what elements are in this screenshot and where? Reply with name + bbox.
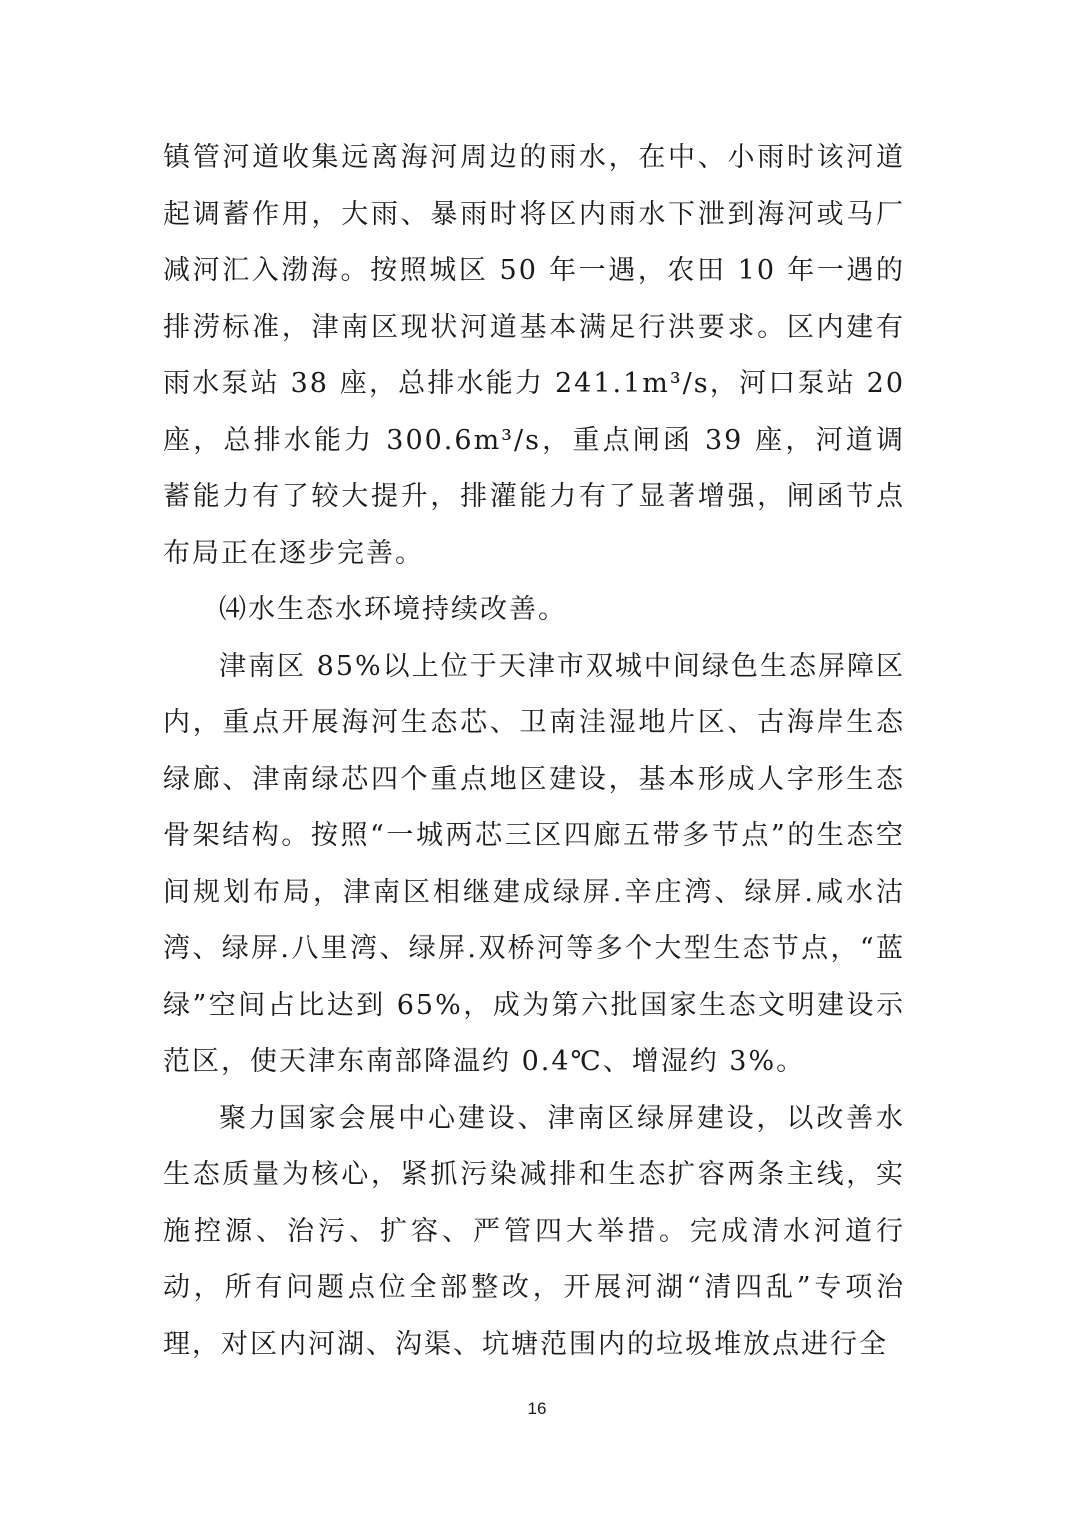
page-number: 16: [527, 1399, 547, 1418]
body-text: [163, 130, 905, 1373]
section-heading-water-ecology: ⑷水生态水环境持续改善。: [219, 594, 567, 625]
paragraph-water-quality: 聚力国家会展中心建设、津南区绿屏建设，以改善水生态质量为核心，紧抓污染减排和生态扩容两条主线，实施控源、治污、扩容、严管四大举措。完成清水河道行动，所有问题点位全部整改，开展河湖“清四乱”专项治理，对区内河湖、沟渠、坑塘范围内的垃圾堆放点进行全: [163, 1102, 905, 1360]
paragraph-ecological-barrier: 津南区 85%以上位于天津市双城中间绿色生态屏障区内，重点开展海河生态芯、卫南洼湿地片区、古海岸生态绿廊、津南绿芯四个重点地区建设，基本形成人字形生态骨架结构。按照“一城两芯三区四廊五带多节点”的生态空间规划布局，津南区相继建成绿屏.辛庄湾、绿屏.咸水沽湾、绿屏.八里湾、绿屏.双桥河等多个大型生态节点，“蓝绿”空间占比达到 65%，成为第六批国家生态文明建设示范区，使天津东南部降温约 0.4℃、增湿约 3%。: [163, 650, 905, 1077]
paragraph-stormwater: 镇管河道收集远离海河周边的雨水，在中、小雨时该河道起调蓄作用，大雨、暴雨时将区内雨水下泄到海河或马厂减河汇入渤海。按照城区 50 年一遇，农田 10 年一遇的排涝标准，津南区现状河道基本满足行洪要求。区内建有雨水泵站 38 座，总排水能力 241.1m³/s，河口泵站 20 座，总排水能力 300.6m³/s，重点闸函 39 座，河道调蓄能力有了较大提升，排灌能力有了显著增强，闸函节点布局正在逐步完善。: [163, 142, 905, 569]
